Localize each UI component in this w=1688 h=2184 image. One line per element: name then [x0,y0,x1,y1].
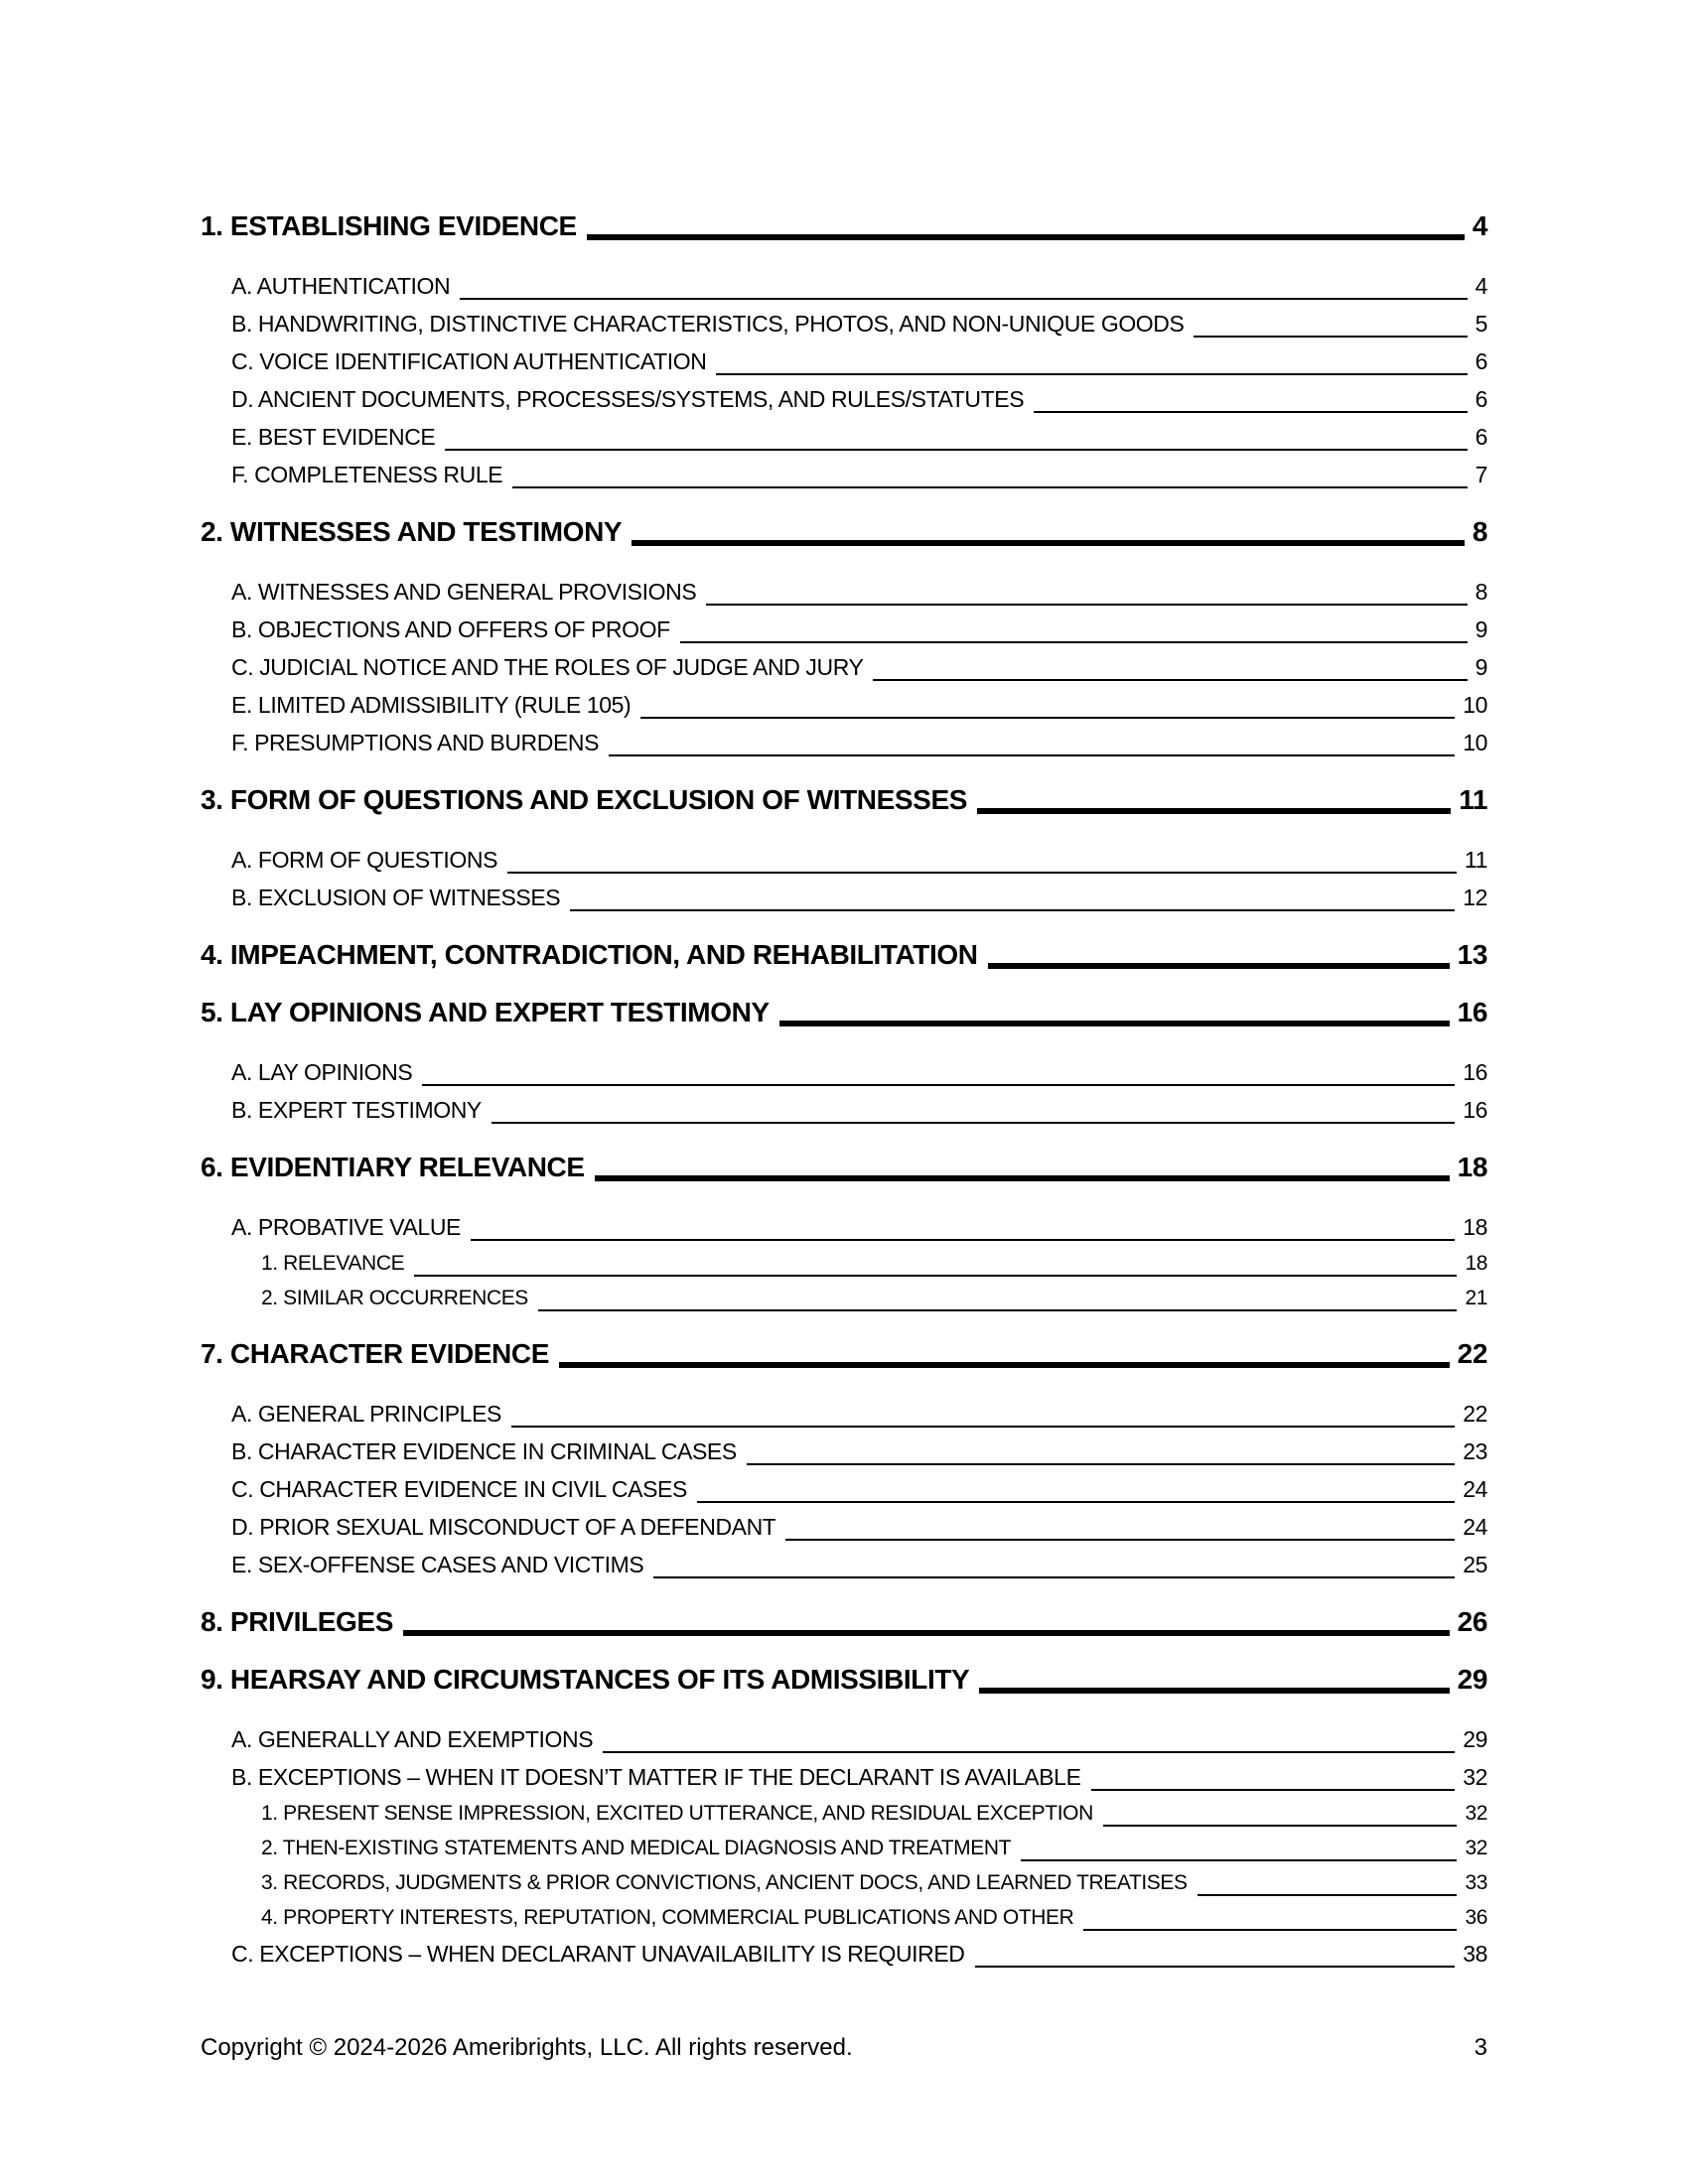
toc-entry[interactable] [231,1470,1487,1508]
toc-entry[interactable] [261,1281,1487,1315]
leader-line [1197,1894,1458,1896]
toc-entry[interactable] [231,841,1487,879]
toc-section-heading-label[interactable]: 7. CHARACTER EVIDENCE [201,1338,549,1369]
leader-line [492,1122,1455,1124]
toc-entry-page-number[interactable]: 18 [1465,1252,1487,1275]
toc-section-heading-label[interactable]: 5. LAY OPINIONS AND EXPERT TESTIMONY [201,997,770,1027]
toc-entry[interactable] [261,1831,1487,1865]
toc-entry-label[interactable]: 1. PRESENT SENSE IMPRESSION, EXCITED UTTERANCE, AND RESIDUAL EXCEPTION [261,1802,1093,1825]
toc-section-heading-label[interactable]: 2. WITNESSES AND TESTIMONY [201,516,623,547]
toc-entry-page-number[interactable]: 6 [1475,386,1487,412]
toc-entry-page-number[interactable]: 9 [1475,654,1487,680]
toc-entry-label[interactable]: D. PRIOR SEXUAL MISCONDUCT OF A DEFENDANT [231,1514,776,1540]
leader-line [414,1275,1457,1277]
toc-entry[interactable] [261,1900,1487,1935]
leader-line [977,808,1451,814]
toc-entry[interactable] [231,724,1487,761]
toc-entry-page-number[interactable]: 10 [1463,692,1487,718]
toc-section-heading[interactable] [201,515,1487,549]
leader-line [785,1539,1455,1541]
toc-entry[interactable] [261,1796,1487,1831]
toc-entry-label[interactable]: E. LIMITED ADMISSIBILITY (RULE 105) [231,692,632,718]
toc-entry-label[interactable]: E. SEX-OFFENSE CASES AND VICTIMS [231,1552,644,1577]
leader-line [1091,1789,1456,1791]
leader-line [422,1084,1455,1086]
toc-entry-page-number[interactable]: 5 [1475,311,1487,337]
toc-entry-page-number[interactable]: 16 [1463,1097,1487,1123]
toc-entry-page-number[interactable]: 21 [1465,1287,1487,1309]
toc-entry-page-number[interactable]: 12 [1463,885,1487,910]
toc-entry-page-number[interactable]: 32 [1463,1764,1487,1790]
leader-line [403,1630,1450,1636]
leader-line [570,909,1455,911]
toc-entry-page-number[interactable]: 6 [1475,348,1487,374]
leader-line [873,679,1467,681]
toc-entry-page-number[interactable]: 18 [1463,1214,1487,1240]
leader-line [706,604,1467,606]
toc-entry-label[interactable]: C. JUDICIAL NOTICE AND THE ROLES OF JUDGE AND JURY [231,654,864,680]
toc-entry-page-number[interactable]: 4 [1475,273,1487,299]
toc-section-heading-page-number[interactable]: 11 [1459,784,1487,815]
leader-line [507,872,1457,874]
toc-entry[interactable] [231,573,1487,611]
toc-section-heading-page-number[interactable]: 22 [1457,1338,1487,1369]
toc-entry[interactable] [231,879,1487,916]
toc-entry[interactable] [231,456,1487,493]
toc-entry[interactable] [231,1053,1487,1091]
toc-section-heading[interactable] [201,996,1487,1029]
toc-entry[interactable] [231,1208,1487,1246]
toc-entry-page-number[interactable]: 7 [1475,462,1487,487]
toc-entry-page-number[interactable]: 11 [1464,847,1487,873]
toc-entry-label[interactable]: B. CHARACTER EVIDENCE IN CRIMINAL CASES [231,1438,737,1464]
toc-entry[interactable] [231,611,1487,648]
leader-line [471,1239,1455,1241]
toc-entry-label[interactable]: 3. RECORDS, JUDGMENTS & PRIOR CONVICTIONS, ANCIENT DOCS, AND LEARNED TREATISES [261,1871,1188,1894]
toc-entry[interactable] [231,380,1487,418]
leader-line [697,1501,1455,1503]
leader-line [460,298,1467,300]
toc-section-heading[interactable] [201,1151,1487,1184]
toc-entry[interactable] [231,686,1487,724]
toc-entry-page-number[interactable]: 25 [1463,1552,1487,1577]
leader-line [680,641,1468,643]
toc-entry-label[interactable]: F. PRESUMPTIONS AND BURDENS [231,730,600,755]
toc-entry-page-number[interactable]: 33 [1465,1871,1487,1894]
toc-section-heading[interactable] [201,1337,1487,1371]
toc-entry-page-number[interactable]: 38 [1463,1941,1487,1967]
toc-entry-label[interactable]: C. VOICE IDENTIFICATION AUTHENTICATION [231,348,707,374]
toc-section-heading-label[interactable]: 6. EVIDENTIARY RELEVANCE [201,1152,585,1182]
toc-entry-label[interactable]: 1. RELEVANCE [261,1252,405,1275]
toc-entry-label[interactable]: B. EXPERT TESTIMONY [231,1097,482,1123]
leader-line [559,1362,1450,1368]
toc-entry-page-number[interactable]: 36 [1465,1906,1487,1929]
toc-section-heading-page-number[interactable]: 18 [1457,1152,1487,1182]
toc-entry-page-number[interactable]: 10 [1463,730,1487,755]
toc-section-heading-label[interactable]: 3. FORM OF QUESTIONS AND EXCLUSION OF WITNESSES [201,784,967,815]
toc-entry-label[interactable]: E. BEST EVIDENCE [231,424,436,450]
leader-line [640,717,1455,719]
toc-entry-label[interactable]: 2. SIMILAR OCCURRENCES [261,1287,528,1309]
toc-entry-page-number[interactable]: 23 [1463,1438,1487,1464]
toc-entry-label[interactable]: A. WITNESSES AND GENERAL PROVISIONS [231,579,697,605]
toc-section-heading-label[interactable]: 4. IMPEACHMENT, CONTRADICTION, AND REHABILITATION [201,939,978,970]
leader-line [1103,1825,1458,1827]
toc-entry[interactable] [231,1433,1487,1470]
toc [201,0,1487,1973]
toc-entry-page-number[interactable]: 29 [1463,1726,1487,1752]
toc-entry[interactable] [231,418,1487,456]
leader-line [988,963,1450,969]
toc-section-heading[interactable] [201,1605,1487,1639]
toc-entry-page-number[interactable]: 22 [1463,1401,1487,1427]
leader-line [445,449,1467,451]
toc-section-heading-label[interactable]: 9. HEARSAY AND CIRCUMSTANCES OF ITS ADMISSIBILITY [201,1664,970,1695]
toc-section-heading-page-number[interactable]: 13 [1457,939,1487,970]
leader-line [1021,1859,1457,1861]
leader-line [609,754,1455,756]
toc-entry-label[interactable]: F. COMPLETENESS RULE [231,462,503,487]
toc-entry[interactable] [231,1758,1487,1796]
toc-entry[interactable] [231,342,1487,380]
leader-line [632,540,1465,546]
toc-entry[interactable] [231,648,1487,686]
leader-line [512,486,1467,488]
toc-entry[interactable] [231,1546,1487,1583]
toc-entry-page-number[interactable]: 8 [1475,579,1487,605]
toc-entry-label[interactable]: B. EXCEPTIONS – WHEN IT DOESN’T MATTER IF THE DECLARANT IS AVAILABLE [231,1764,1081,1790]
toc-entry[interactable] [231,1091,1487,1129]
toc-entry[interactable] [261,1865,1487,1900]
toc-section-heading-page-number[interactable]: 26 [1457,1606,1487,1637]
toc-section-heading[interactable] [201,1663,1487,1697]
toc-entry[interactable] [261,1246,1487,1281]
toc-entry-label[interactable]: A. LAY OPINIONS [231,1059,413,1085]
leader-line [538,1309,1458,1311]
page-footer [201,2033,1487,2063]
leader-line [1194,336,1467,338]
toc-entry-label[interactable]: 2. THEN-EXISTING STATEMENTS AND MEDICAL DIAGNOSIS AND TREATMENT [261,1837,1012,1859]
toc-entry-page-number[interactable]: 9 [1475,616,1487,642]
footer-page-number: 3 [1474,2034,1487,2061]
toc-section-heading-label[interactable]: 1. ESTABLISHING EVIDENCE [201,210,577,241]
toc-section-heading[interactable] [201,783,1487,817]
leader-line [595,1175,1450,1181]
leader-line [1034,411,1467,413]
toc-section-heading-label[interactable]: 8. PRIVILEGES [201,1606,393,1637]
toc-entry-label[interactable]: C. EXCEPTIONS – WHEN DECLARANT UNAVAILABILITY IS REQUIRED [231,1941,965,1967]
leader-line [716,373,1467,375]
toc-entry-label[interactable]: A. PROBATIVE VALUE [231,1214,461,1240]
leader-line [1083,1929,1457,1931]
toc-entry[interactable] [231,267,1487,305]
toc-section-heading-page-number[interactable]: 4 [1472,210,1487,241]
toc-entry-page-number[interactable]: 32 [1465,1802,1487,1825]
toc-entry[interactable] [231,1395,1487,1433]
toc-section-heading-page-number[interactable]: 8 [1472,516,1487,547]
toc-entry-page-number[interactable]: 24 [1463,1476,1487,1502]
leader-line [747,1463,1455,1465]
toc-entry-label[interactable]: A. AUTHENTICATION [231,273,451,299]
leader-line [975,1966,1456,1968]
toc-entry-page-number[interactable]: 24 [1463,1514,1487,1540]
toc-entry-label[interactable]: C. CHARACTER EVIDENCE IN CIVIL CASES [231,1476,687,1502]
leader-line [979,1688,1449,1694]
toc-entry-label[interactable]: D. ANCIENT DOCUMENTS, PROCESSES/SYSTEMS, AND RULES/STATUTES [231,386,1025,412]
toc-entry-label[interactable]: 4. PROPERTY INTERESTS, REPUTATION, COMMERCIAL PUBLICATIONS AND OTHER [261,1906,1074,1929]
toc-entry-label[interactable]: A. GENERAL PRINCIPLES [231,1401,501,1427]
toc-entry-label[interactable]: B. EXCLUSION OF WITNESSES [231,885,561,910]
toc-entry-label[interactable]: B. OBJECTIONS AND OFFERS OF PROOF [231,616,670,642]
toc-entry[interactable] [231,305,1487,342]
toc-entry-page-number[interactable]: 6 [1475,424,1487,450]
toc-entry[interactable] [231,1720,1487,1758]
footer-copyright: Copyright © 2024-2026 Ameribrights, LLC. All rights reserved. [201,2034,853,2061]
toc-entry-label[interactable]: B. HANDWRITING, DISTINCTIVE CHARACTERISTICS, PHOTOS, AND NON-UNIQUE GOODS [231,311,1185,337]
leader-line [603,1751,1455,1753]
leader-line [511,1426,1455,1428]
leader-line [587,234,1465,240]
toc-entry[interactable] [231,1508,1487,1546]
toc-entry-label[interactable]: A. GENERALLY AND EXEMPTIONS [231,1726,594,1752]
toc-section-heading[interactable] [201,938,1487,972]
toc-entry[interactable] [231,1935,1487,1973]
leader-line [779,1021,1450,1026]
toc-entry-page-number[interactable]: 16 [1463,1059,1487,1085]
toc-section-heading-page-number[interactable]: 29 [1457,1664,1487,1695]
toc-section-heading[interactable] [201,209,1487,243]
toc-entry-page-number[interactable]: 32 [1465,1837,1487,1859]
toc-section-heading-page-number[interactable]: 16 [1457,997,1487,1027]
leader-line [653,1576,1455,1578]
toc-entry-label[interactable]: A. FORM OF QUESTIONS [231,847,498,873]
